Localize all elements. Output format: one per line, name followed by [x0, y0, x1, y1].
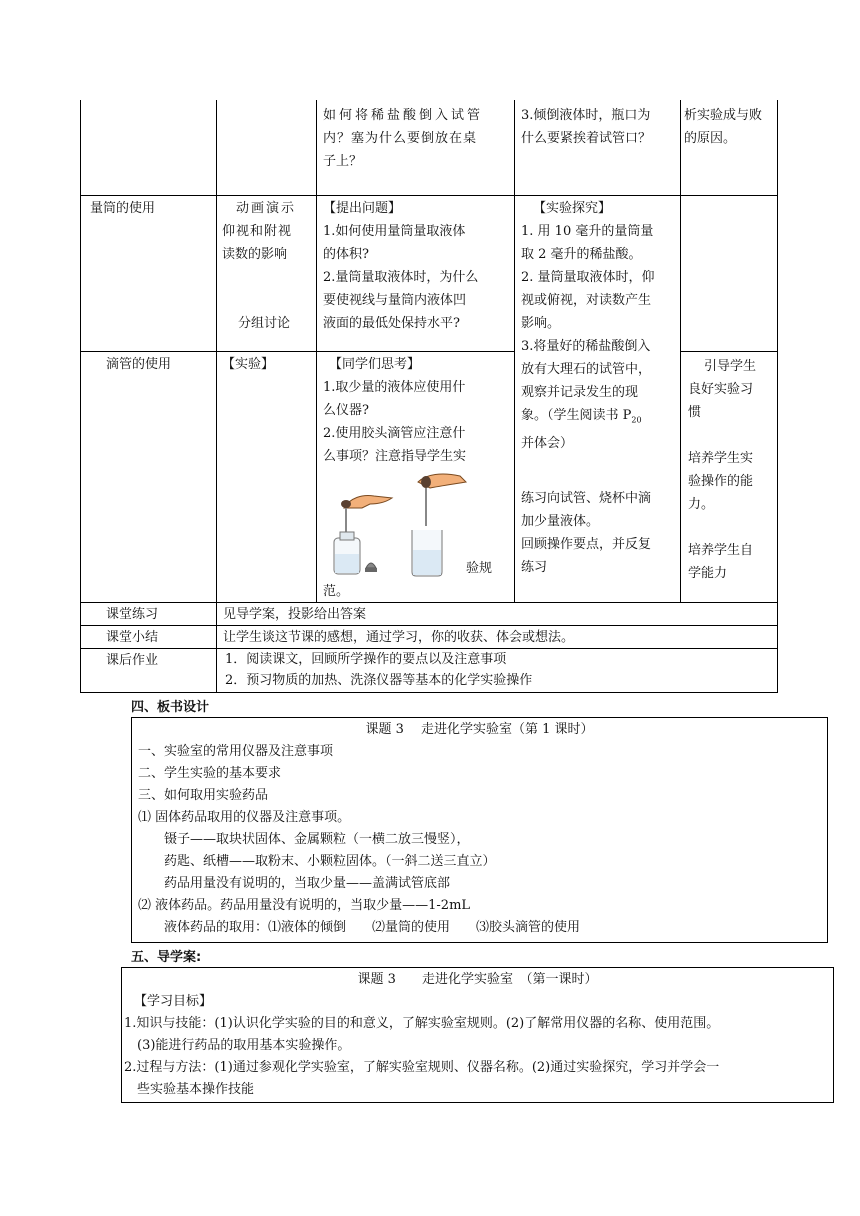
subscript: 20 [631, 415, 642, 425]
text-line: 培养学生自 [688, 543, 754, 558]
text-line: ⑵ 液体药品。药品用量没有说明的，当取少量——1-2mL [138, 898, 471, 913]
text-line [688, 424, 776, 447]
text-line: 药品用量没有说明的，当取少量——盖满试管底部 [138, 876, 451, 891]
table-rule [514, 100, 515, 603]
row-label-class-exercise: 课堂练习 [106, 607, 159, 622]
stopper-icon [365, 563, 377, 572]
text-line: 镊子——取块状固体、金属颗粒（一横二放三慢竖）， [138, 832, 470, 847]
text-line: 回顾操作要点，并反复 [521, 537, 652, 552]
row-label-graduated-cylinder: 量筒的使用 [90, 201, 156, 216]
homework-content [225, 649, 532, 691]
table-rule [80, 692, 778, 693]
text-line: 视或俯视，对读数产生 [521, 293, 652, 308]
text-line: 仰视和附视 [222, 224, 293, 239]
cell-analysis [684, 104, 778, 150]
text-tail-standard: 验规 [466, 561, 493, 576]
text-line: 1.知识与技能：(1)认识化学实验的目的和意义，了解实验室规则。(2)了解常用仪器的名称、使用范围。 [124, 1016, 720, 1031]
text-line: 二、学生实验的基本要求 [138, 766, 282, 781]
row-label-dropper: 滴管的使用 [106, 357, 172, 372]
text-line: 一、实验室的常用仪器及注意事项 [138, 744, 334, 759]
text-line: 液面的最低处保持水平? [323, 316, 460, 331]
text-line: 练习 [521, 560, 548, 575]
class-summary-content: 让学生谈这节课的感想，通过学习，你的收获、体会或想法。 [223, 630, 575, 645]
text-line: 学能力 [688, 566, 728, 581]
text-span: 象。（学生阅读书 P [521, 408, 632, 423]
text-line: (3)能进行药品的取用基本实验操作。 [124, 1038, 351, 1053]
study-guide-lines [122, 991, 833, 1101]
text-line: 的体积? [323, 247, 369, 262]
cell-animation-demo [222, 197, 314, 266]
text-line: 惯 [688, 405, 702, 420]
text-line: 培养学生实 [688, 451, 754, 466]
table-rule [80, 100, 81, 693]
reagent-bottle-icon [334, 532, 360, 574]
class-exercise-content: 见导学案，投影给出答案 [223, 607, 367, 622]
table-rule [80, 602, 778, 603]
cell-raise-questions [323, 197, 513, 335]
beaker-icon [412, 530, 442, 576]
table-rule [777, 100, 778, 693]
table-rule [80, 351, 515, 352]
table-rule [680, 100, 681, 603]
text-line: 2.量筒量取液体时，为什么 [323, 270, 479, 285]
cell-group-discussion: 分组讨论 [238, 316, 291, 331]
table-rule [681, 351, 778, 352]
text-line: 1．阅读课文，回顾所学操作的要点以及注意事项 [225, 652, 507, 667]
text-line: 3.将量好的稀盐酸倒入 [521, 339, 651, 354]
cell-student-thinking [323, 353, 513, 468]
study-guide-box [121, 967, 834, 1103]
board-design-title: 课题 3 走进化学实验室（第 1 课时） [365, 722, 594, 737]
text-line: 要使视线与量筒内液体凹 [323, 293, 467, 308]
text-line: 2.过程与方法：(1)通过参观化学实验室，了解实验室规则、仪器名称。(2)通过实验探究，学习并学会一 [124, 1060, 720, 1075]
text-line [688, 516, 776, 539]
text-line: 【学习目标】 [134, 994, 213, 1009]
text-line: 3.倾倒液体时，瓶口为 [521, 108, 651, 123]
text-line: 并体会） [521, 435, 574, 451]
row-label-homework: 课后作业 [106, 653, 159, 668]
text-line: 的原因。 [684, 131, 737, 146]
cell-experiment-inquiry [521, 197, 679, 455]
cell-pour-step3 [521, 104, 679, 150]
text-line: 三、如何取用实验药品 [138, 788, 269, 803]
text-line: ⑴ 固体药品取用的仪器及注意事项。 [138, 810, 351, 825]
text-tail-period: 范。 [323, 584, 350, 599]
text-line: 什么要紧挨着试管口？ [521, 131, 652, 146]
text-line: 些实验基本操作技能 [124, 1082, 255, 1097]
table-rule [316, 100, 317, 603]
cell-pour-question [323, 104, 511, 173]
text-line: 2. 量筒量取液体时，仰 [521, 270, 655, 285]
text-line: 1. 用 10 毫升的量筒量 [521, 224, 654, 239]
text-line: 影响。 [521, 316, 561, 331]
study-guide-title: 课题 3 走进化学实验室 （第一课时） [357, 972, 598, 987]
text-line: 练习向试管、烧杯中滴 [521, 491, 652, 506]
text-line: 么事项？注意指导学生实 [323, 449, 467, 464]
text-line: 【同学们思考】 [329, 357, 421, 372]
table-rule [80, 195, 778, 196]
section-heading-board-design: 四、板书设计 [131, 700, 210, 715]
text-line: 1.取少量的液体应使用什 [323, 380, 466, 395]
table-rule [216, 100, 217, 693]
text-line: 1.如何使用量筒量取液体 [323, 224, 466, 239]
text-line: 观察并记录发生的现 [521, 385, 639, 400]
text-line: 2.使用胶头滴管应注意什 [323, 426, 466, 441]
text-line: 子上？ [323, 154, 363, 169]
cell-experiment-tag: 【实验】 [222, 357, 275, 372]
text-line: 良好实验习 [688, 382, 754, 397]
text-line: 【提出问题】 [323, 201, 402, 216]
text-line: 动画演示 [236, 201, 297, 216]
cell-guidance-goals [688, 355, 776, 585]
text-line: 2．预习物质的加热、洗涤仪器等基本的化学实验操作 [225, 673, 533, 688]
text-line: 读数的影响 [222, 247, 288, 262]
text-line: 内？塞为什么要倒放在桌 [323, 131, 478, 146]
text-line: 验操作的能 [688, 474, 754, 489]
text-line: 么仪器? [323, 403, 369, 418]
section-heading-study-guide: 五、导学案: [131, 950, 202, 965]
text-line: 取 2 毫升的稀盐酸。 [521, 247, 642, 262]
text-line: 引导学生 [704, 359, 757, 374]
text-line: 析实验成与败 [684, 108, 763, 123]
text-line: 加少量液体。 [521, 514, 600, 529]
board-design-box [131, 717, 828, 943]
hand-dropper-right-icon [418, 474, 466, 526]
text-line: 液体药品的取用：⑴液体的倾倒 ⑵量筒的使用 ⑶胶头滴管的使用 [138, 920, 581, 935]
text-line: 【实验探究】 [533, 201, 612, 216]
text-line [521, 404, 679, 432]
row-label-class-summary: 课堂小结 [106, 630, 159, 645]
text-line: 放有大理石的试管中， [521, 362, 652, 377]
dropper-illustration [326, 468, 476, 578]
text-line: 力。 [688, 497, 715, 512]
text-line: 如何将稀盐酸倒入试管 [323, 108, 484, 123]
board-design-lines [132, 741, 827, 939]
cell-practice-dropping [521, 487, 679, 579]
text-line: 药匙、纸槽——取粉末、小颗粒固体。（一斜二送三直立） [138, 854, 496, 869]
